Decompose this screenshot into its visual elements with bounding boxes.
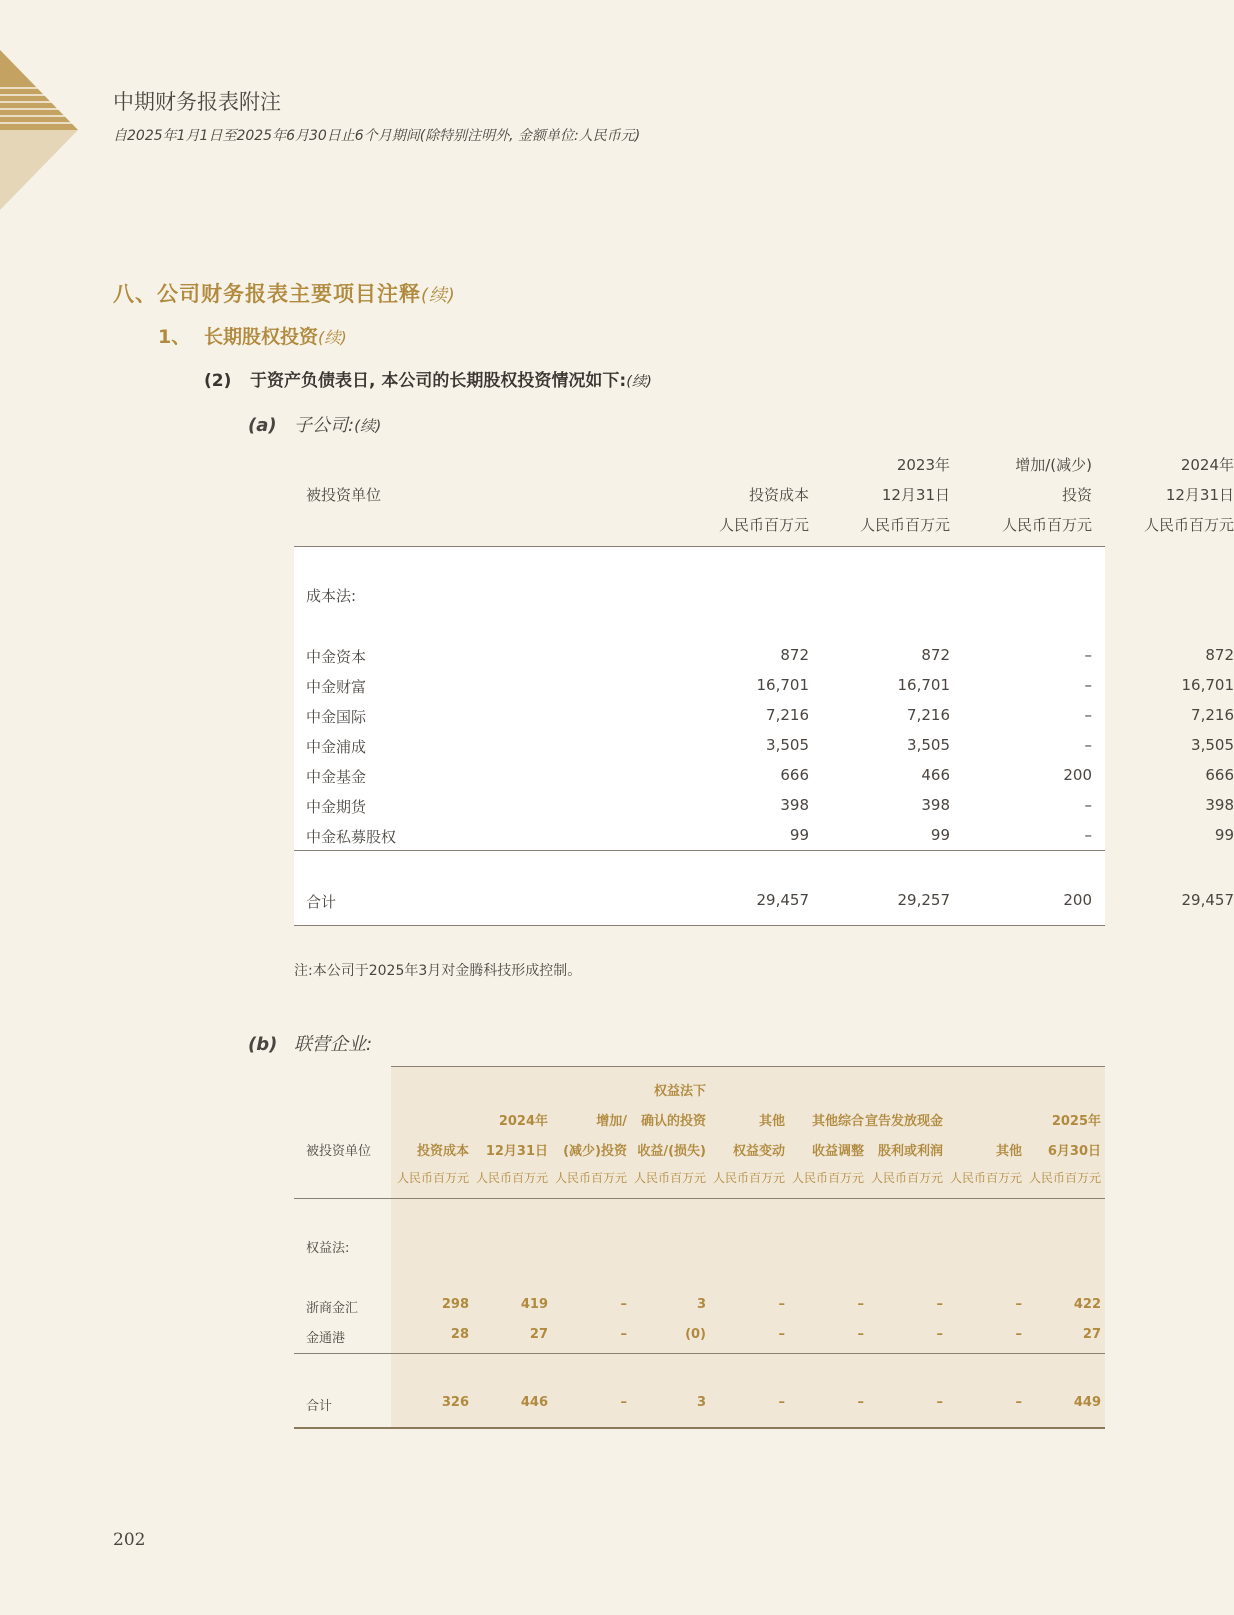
header-currency: 人民币百万元	[870, 1171, 943, 1185]
cell-chg: –	[1084, 826, 1092, 844]
cell-chg: –	[1084, 796, 1092, 814]
total-row	[294, 891, 1234, 921]
header-currency: 人民币百万元	[1001, 516, 1092, 534]
cell-close: 99	[1214, 826, 1234, 844]
table-cell: –	[620, 1327, 627, 1342]
table-cell: 27	[1082, 1327, 1101, 1342]
total-cost: 29,457	[756, 891, 809, 909]
table-row	[294, 766, 1234, 796]
cell-open: 398	[921, 796, 950, 814]
table-cell: –	[857, 1395, 864, 1410]
table-cell: 3	[696, 1395, 706, 1410]
header-change-investment: 投资	[1061, 486, 1092, 504]
table-row	[294, 736, 1234, 766]
header-unit: 被投资单位	[306, 1144, 372, 1159]
cell-close: 3,505	[1191, 736, 1234, 754]
table-cell: 449	[1073, 1395, 1101, 1410]
header-other-equity: 其他	[758, 1114, 785, 1129]
cell-cost: 3,505	[766, 736, 809, 754]
cell-close: 398	[1205, 796, 1234, 814]
header-currency: 人民币百万元	[791, 1171, 864, 1185]
cell-open: 7,216	[907, 706, 950, 724]
associates-table	[294, 1066, 1105, 1429]
table-cell: –	[620, 1297, 627, 1312]
header-subtitle: 自2025年1月1日至2025年6月30日止6个月期间(除特别注明外, 金额单位:人民币元)	[113, 128, 641, 144]
subsidiaries-cont: (续)	[354, 417, 382, 435]
total-change: 200	[1063, 891, 1092, 909]
table-cell: 3	[696, 1297, 706, 1312]
cell-open: 466	[921, 766, 950, 784]
header-other-equity: 权益变动	[732, 1144, 785, 1159]
table-cell: 326	[441, 1395, 469, 1410]
subsection-heading	[158, 322, 347, 349]
header-currency: 人民币百万元	[712, 1171, 785, 1185]
header-equity-income: 收益/(损失)	[637, 1144, 706, 1159]
table-cell: –	[857, 1327, 864, 1342]
header-close: 2025年	[1051, 1114, 1101, 1129]
row-label: 中金财富	[306, 678, 367, 696]
cell-close: 7,216	[1191, 706, 1234, 724]
table-cell: 27	[529, 1327, 548, 1342]
row-label: 金通港	[306, 1331, 346, 1346]
item-cont: (续)	[626, 374, 652, 390]
section-heading-text: 八、公司财务报表主要项目注释	[113, 282, 421, 306]
header-equity-income: 确认的投资	[640, 1114, 706, 1129]
page-number: 202	[113, 1530, 146, 1550]
header-2023-year: 2023年	[896, 456, 950, 474]
associates-number: (b)	[248, 1034, 278, 1055]
subsection-cont: (续)	[318, 328, 347, 347]
table-body	[294, 1199, 1105, 1429]
cell-chg: –	[1084, 736, 1092, 754]
corner-decoration	[0, 0, 80, 215]
cell-cost: 99	[789, 826, 809, 844]
header-cost: 投资成本	[416, 1144, 469, 1159]
subsection-number: 1、	[158, 326, 191, 348]
section-heading-cont: (续)	[421, 285, 456, 306]
header-close: 6月30日	[1047, 1144, 1101, 1159]
table-cell: –	[1015, 1395, 1022, 1410]
total-divider	[294, 1353, 1105, 1354]
item-title: 于资产负债表日, 本公司的长期股权投资情况如下:	[250, 371, 627, 391]
total-open: 29,257	[897, 891, 950, 909]
row-label: 合计	[306, 1399, 333, 1414]
header-currency: 人民币百万元	[396, 1171, 469, 1185]
subsidiaries-heading	[248, 411, 381, 437]
cell-cost: 7,216	[766, 706, 809, 724]
table-body	[294, 547, 1234, 926]
row-label: 中金私募股权	[306, 828, 397, 846]
header-currency: 人民币百万元	[633, 1171, 706, 1185]
cell-chg: 200	[1063, 766, 1092, 784]
subsidiaries-number: (a)	[248, 415, 277, 436]
table-cell: –	[857, 1297, 864, 1312]
cell-open: 99	[930, 826, 950, 844]
header-oci: 其他综合	[811, 1114, 864, 1129]
header-dividends: 股利或利润	[877, 1144, 943, 1159]
subsidiaries-table	[294, 450, 1234, 926]
table-row	[294, 826, 1234, 856]
header-2024-date: 12月31日	[1165, 486, 1234, 504]
cell-close: 872	[1205, 646, 1234, 664]
table-row	[294, 796, 1234, 826]
header-currency: 人民币百万元	[949, 1171, 1022, 1185]
table-cell: 446	[520, 1395, 548, 1410]
table-note: 注:本公司于2025年3月对金腾科技形成控制。	[294, 963, 582, 979]
header-open: 2024年	[498, 1114, 548, 1129]
header-currency: 人民币百万元	[1028, 1171, 1101, 1185]
subsection-title: 长期股权投资	[204, 326, 319, 348]
subsidiaries-title: 子公司:	[294, 415, 355, 436]
cell-cost: 666	[780, 766, 809, 784]
table-cell: –	[936, 1297, 943, 1312]
header-2024-year: 2024年	[1180, 456, 1234, 474]
table-cell: –	[778, 1327, 785, 1342]
cell-cost: 398	[780, 796, 809, 814]
method-label: 成本法:	[306, 587, 357, 605]
table-row	[294, 646, 1234, 676]
total-row	[294, 1395, 1105, 1425]
item-heading	[204, 366, 652, 391]
total-divider	[294, 850, 1105, 851]
cell-close: 666	[1205, 766, 1234, 784]
cell-cost: 872	[780, 646, 809, 664]
header-cost: 投资成本	[748, 486, 809, 504]
header-currency: 人民币百万元	[1143, 516, 1234, 534]
associates-title: 联营企业:	[294, 1034, 373, 1055]
header-open: 12月31日	[485, 1144, 548, 1159]
table-header	[294, 450, 1234, 547]
cell-chg: –	[1084, 646, 1092, 664]
table-cell: 419	[520, 1297, 548, 1312]
table-header	[294, 1066, 1105, 1199]
header-currency: 人民币百万元	[718, 516, 809, 534]
table-cell: –	[778, 1297, 785, 1312]
table-row	[294, 1297, 1105, 1327]
header-dividends: 宣告发放现金	[865, 1114, 944, 1129]
table-cell: 422	[1073, 1297, 1101, 1312]
header-currency: 人民币百万元	[554, 1171, 627, 1185]
header-other: 其他	[995, 1144, 1022, 1159]
table-cell: –	[1015, 1297, 1022, 1312]
header-currency: 人民币百万元	[859, 516, 950, 534]
table-row	[294, 676, 1234, 706]
table-cell: –	[1015, 1327, 1022, 1342]
row-label: 中金基金	[306, 768, 367, 786]
header-title: 中期财务报表附注	[113, 90, 281, 114]
row-label: 浙商金汇	[306, 1301, 359, 1316]
method-row	[294, 585, 1105, 615]
row-label: 中金浦成	[306, 738, 367, 756]
cell-open: 3,505	[907, 736, 950, 754]
cell-close: 16,701	[1181, 676, 1234, 694]
item-number: (2)	[204, 371, 232, 391]
section-heading	[113, 278, 456, 308]
method-label: 权益法:	[306, 1241, 350, 1256]
table-cell: –	[620, 1395, 627, 1410]
table-cell: (0)	[685, 1327, 706, 1342]
associates-heading	[248, 1030, 372, 1056]
header-2023-date: 12月31日	[881, 486, 950, 504]
total-label: 合计	[306, 893, 337, 911]
cell-cost: 16,701	[756, 676, 809, 694]
row-label: 中金资本	[306, 648, 367, 666]
table-cell: –	[778, 1395, 785, 1410]
cell-open: 872	[921, 646, 950, 664]
table-cell: 298	[441, 1297, 469, 1312]
method-row	[294, 1237, 1105, 1267]
total-close: 29,457	[1181, 891, 1234, 909]
table-row	[294, 706, 1234, 736]
table-cell: –	[936, 1395, 943, 1410]
header-change: 增加/	[596, 1114, 627, 1129]
cell-chg: –	[1084, 676, 1092, 694]
header-equity-income: 权益法下	[653, 1084, 706, 1099]
row-label: 中金国际	[306, 708, 367, 726]
header-currency: 人民币百万元	[475, 1171, 548, 1185]
cell-open: 16,701	[897, 676, 950, 694]
header-top-rule	[391, 1066, 1105, 1067]
cell-chg: –	[1084, 706, 1092, 724]
table-cell: –	[936, 1327, 943, 1342]
row-label: 中金期货	[306, 798, 367, 816]
header-change: 增加/(减少)	[1015, 456, 1092, 474]
header-unit: 被投资单位	[306, 486, 382, 504]
header-oci: 收益调整	[811, 1144, 864, 1159]
table-cell: 28	[450, 1327, 469, 1342]
header-change: (减少)投资	[563, 1144, 627, 1159]
